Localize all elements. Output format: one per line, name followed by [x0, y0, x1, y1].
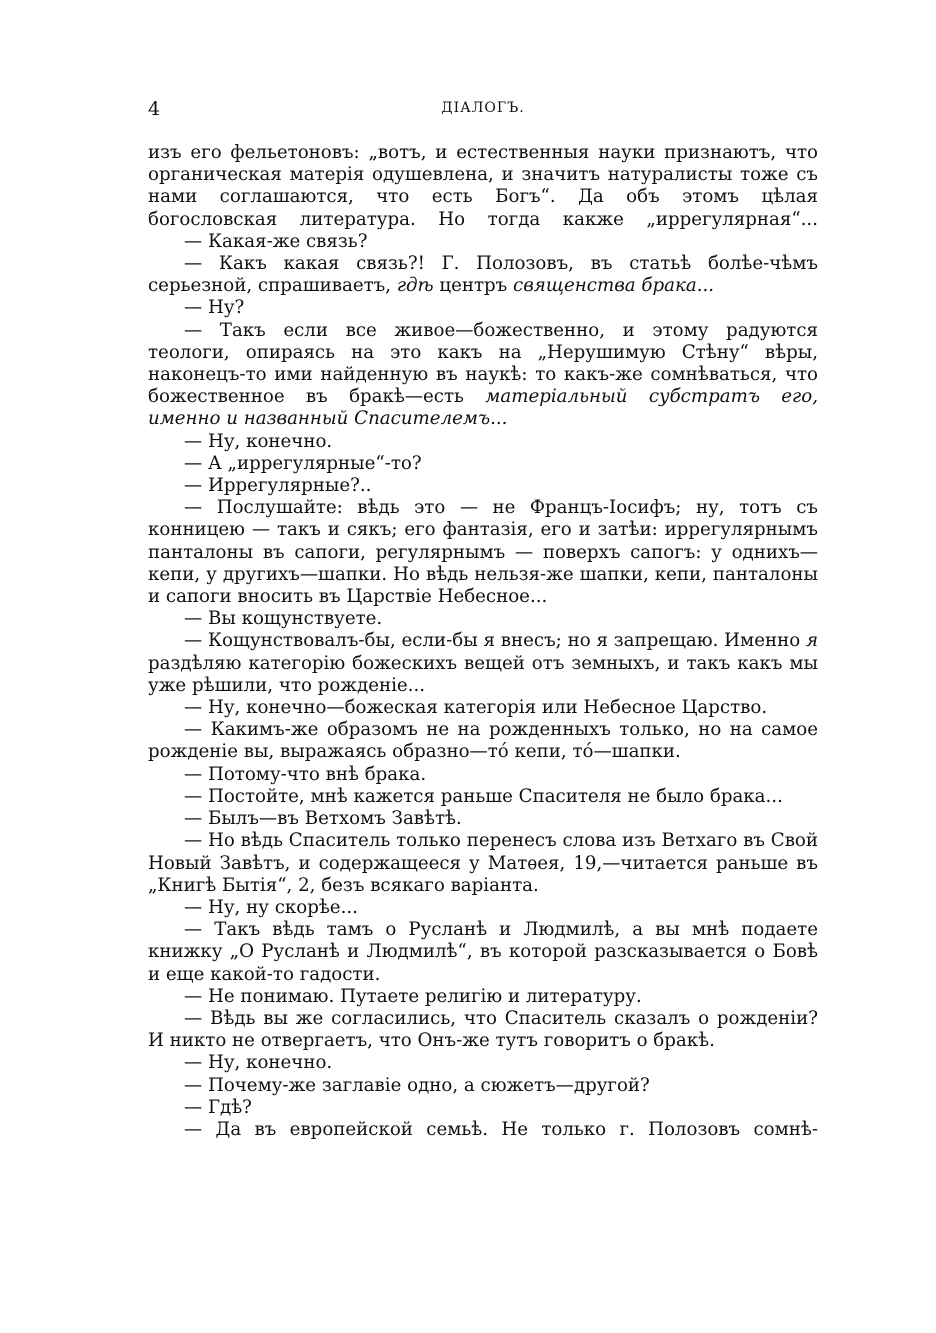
paragraph — [148, 253, 818, 297]
paragraph — [148, 830, 818, 897]
body-text — [148, 142, 818, 1141]
paragraph — [148, 497, 818, 608]
text-segment: — Какимъ-же образомъ не на рожденныхъ только, но на самое рожденіе вы, выражаясь образно—тó кепи, тó—шапки. — [148, 719, 818, 763]
text-segment: — Ну, конечно—божеская категорія или Небесное Царство. — [184, 697, 768, 719]
text-segment: — Такъ вѣдь тамъ о Русланѣ и Людмилѣ, а вы мнѣ подаете книжку „О Русланѣ и Людмилѣ“, въ которой разсказывается о Бовѣ и еще какой-то гадости. — [148, 919, 818, 985]
text-segment: — Вы кощунствуете. — [184, 608, 383, 630]
paragraph — [148, 897, 818, 919]
paragraph — [148, 231, 818, 253]
italic-text: матеріальный субстратъ его, именно и названный Спасителемъ... — [148, 386, 818, 430]
paragraph — [148, 1119, 818, 1141]
text-segment: — Иррегулярные?.. — [184, 475, 372, 497]
text-segment: — Постойте, мнѣ кажется раньше Спасителя не было брака... — [184, 785, 783, 807]
text-segment: центръ — [433, 275, 514, 297]
paragraph — [148, 453, 818, 475]
page-header — [148, 98, 818, 128]
text-segment: — Кощунствовалъ-бы, если-бы я внесъ; но я запрещаю. Именно — [184, 630, 806, 652]
text-segment: — Ну? — [184, 297, 245, 319]
italic-text: гдѣ — [396, 275, 434, 297]
text-segment: — Послушайте: вѣдь это — не Францъ-Іосифъ; ну, тотъ съ конницею — такъ и сякъ; его фантазія, его и затѣи: иррегулярнымъ панталоны въ сапоги, регулярнымъ — поверхъ сапогъ: у однихъ—кепи, у другихъ—шапки. Но вѣдь нельзя-же шапки, кепи, панталоны и сапоги вносить въ Царствіе Небесное... — [148, 497, 818, 608]
paragraph — [148, 1075, 818, 1097]
text-segment: — Не понимаю. Путаете религію и литературу. — [184, 985, 642, 1007]
running-title: ДІАЛОГЪ. — [441, 100, 525, 116]
paragraph — [148, 1097, 818, 1119]
text-segment: — А „иррегулярные“-то? — [184, 452, 422, 474]
paragraph — [148, 630, 818, 697]
text-segment: — Но вѣдь Спаситель только перенесъ слова изъ Ветхаго въ Свой Новый Завѣтъ, и содержащееся у Матѳея, 19,—читается раньше въ „Книгѣ Бытія“, 2, безъ всякаго варіанта. — [148, 830, 818, 896]
text-segment: — Потому-что внѣ брака. — [184, 763, 427, 785]
italic-text: я — [805, 630, 818, 652]
text-segment: — Какая-же связь? — [184, 230, 368, 252]
book-page — [148, 98, 818, 1141]
paragraph — [148, 986, 818, 1008]
paragraph — [148, 786, 818, 808]
text-segment: — Да въ европейской семьѣ. Не только г. Полозовъ сомнѣ- — [184, 1118, 818, 1140]
paragraph — [148, 764, 818, 786]
paragraph — [148, 1052, 818, 1074]
paragraph — [148, 919, 818, 986]
text-segment: — Такъ если все живое—божественно, и этому радуются теологи, опираясь на это какъ на „Нерушимую Стѣну“ вѣры, наконецъ-то ими найденную въ наукѣ: то какъ-же сомнѣваться, что божественное въ бракѣ—есть — [148, 319, 818, 408]
page-number: 4 — [148, 98, 161, 120]
paragraph — [148, 608, 818, 630]
text-segment: — Вѣдь вы же согласились, что Спаситель сказалъ о рожденіи? И никто не отвергаетъ, что Онъ-же тутъ говоритъ о бракѣ. — [148, 1007, 818, 1052]
paragraph — [148, 697, 818, 719]
paragraph — [148, 431, 818, 453]
paragraph — [148, 475, 818, 497]
italic-text: священства брака... — [513, 275, 715, 297]
text-segment: — Былъ—въ Ветхомъ Завѣтѣ. — [184, 808, 462, 830]
paragraph — [148, 1008, 818, 1052]
text-segment: — Ну, конечно. — [184, 430, 333, 452]
text-segment: — Ну, ну скорѣе... — [184, 896, 358, 918]
paragraph — [148, 320, 818, 431]
text-segment: — Гдѣ? — [184, 1096, 252, 1118]
paragraph — [148, 297, 818, 319]
text-segment: — Какъ какая связь?! Г. Полозовъ, въ статьѣ болѣе-чѣмъ серьезной, спрашиваетъ, — [148, 253, 818, 297]
text-segment: изъ его фельетоновъ: „вотъ, и естественныя науки признаютъ, что органическая матерія одушевлена, и значитъ натуралисты тоже съ нами соглашаются, что есть Богъ“. Да объ этомъ цѣлая богословская литература. Но тогда какже „иррегулярная“... — [148, 142, 818, 230]
paragraph — [148, 142, 818, 231]
text-segment: — Ну, конечно. — [184, 1052, 333, 1074]
text-segment: раздѣляю категорію божескихъ вещей отъ земныхъ, и такъ какъ мы уже рѣшили, что рожденіе... — [148, 652, 818, 696]
paragraph — [148, 808, 818, 830]
paragraph — [148, 719, 818, 763]
text-segment: — Почему-же заглавіе одно, а сюжетъ—другой? — [184, 1074, 650, 1096]
